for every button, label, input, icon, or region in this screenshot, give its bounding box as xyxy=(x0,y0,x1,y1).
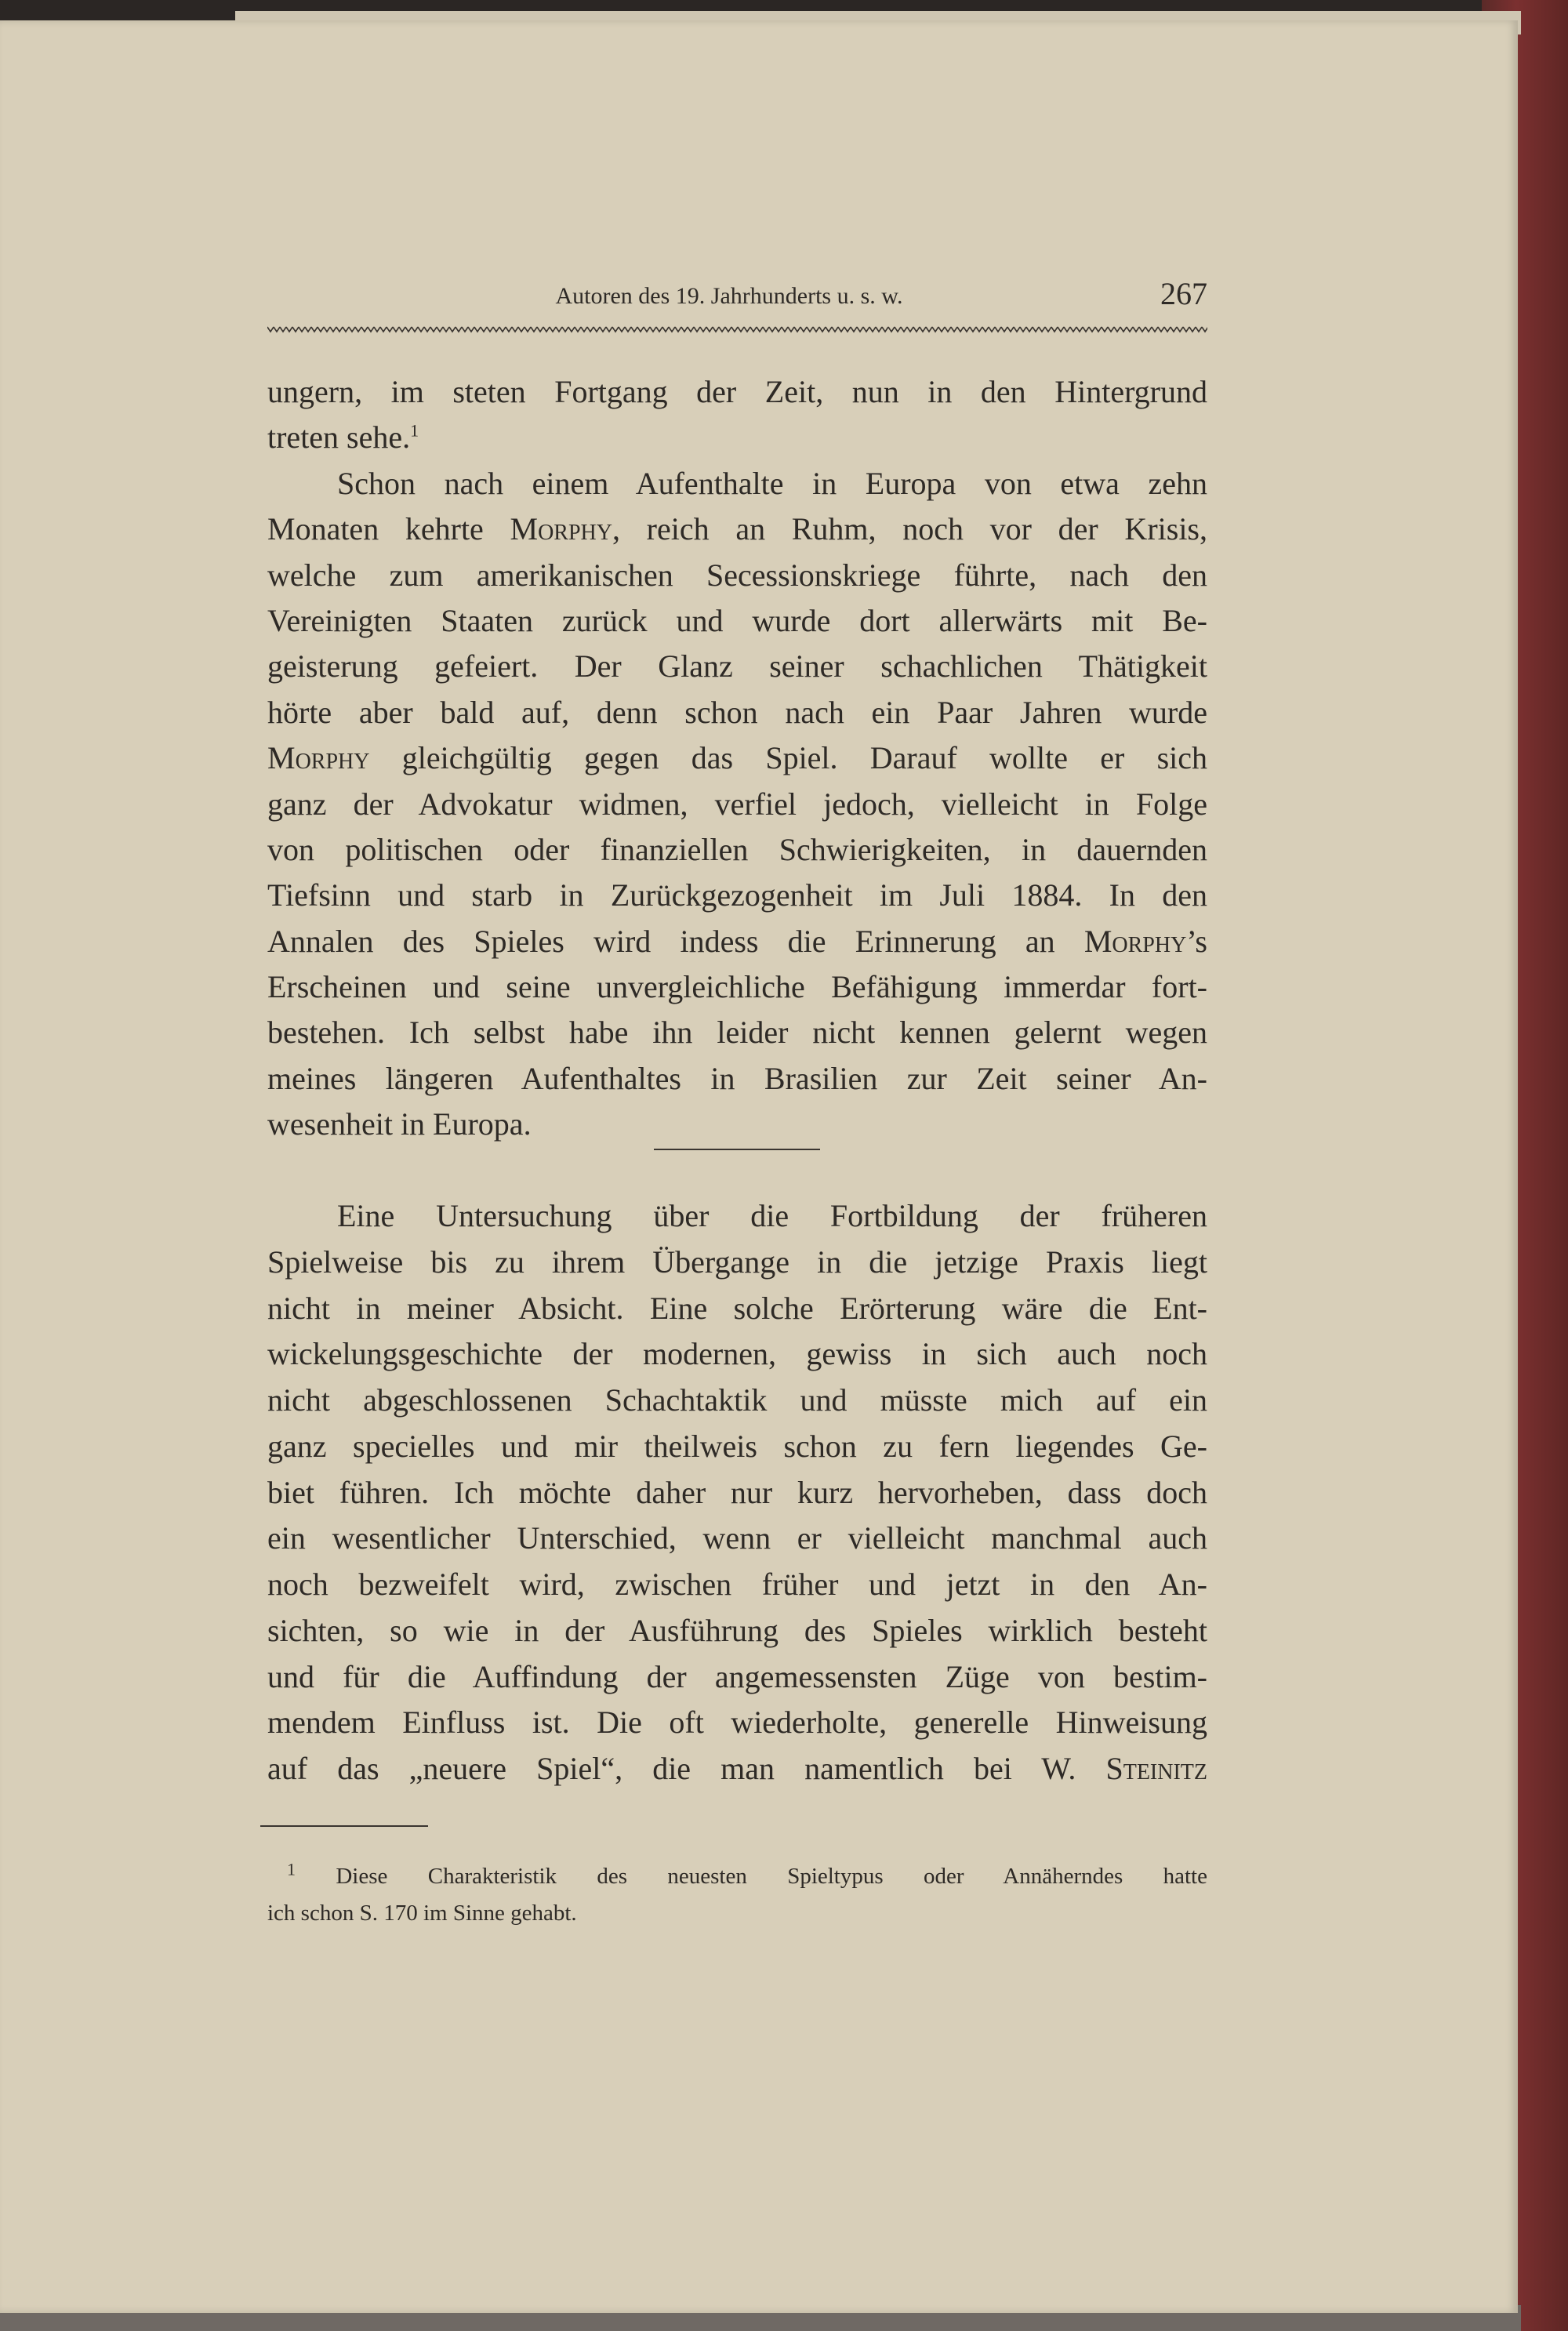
text-run: ein wesentlicher Unterschied, wenn er vielleicht manchmal auch xyxy=(267,1520,1207,1556)
text-line xyxy=(267,964,1207,1010)
section-divider xyxy=(654,1149,820,1150)
wavy-header-rule xyxy=(267,325,1207,334)
text-line xyxy=(267,553,1207,598)
text-run: noch bezweifelt wird, zwischen früher und jetzt in den An- xyxy=(267,1567,1207,1602)
text-line xyxy=(267,1700,1207,1745)
text-run: ganz specielles und mir theilweis schon zu fern liegendes Ge- xyxy=(267,1429,1207,1464)
page-number: 267 xyxy=(1160,276,1207,311)
text-run: Eine Untersuchung über die Fortbildung der früheren xyxy=(337,1198,1207,1233)
text-run: meines längeren Aufenthaltes in Brasilien zur Zeit seiner An- xyxy=(267,1061,1207,1096)
text-run: ich schon S. 170 im Sinne gehabt. xyxy=(267,1901,577,1926)
text-line xyxy=(267,1608,1207,1654)
text-line xyxy=(267,735,1207,781)
text-line xyxy=(267,919,1207,964)
text-run: ungern, im steten Fortgang der Zeit, nun in den Hintergrund xyxy=(267,374,1207,409)
footnote-divider xyxy=(260,1825,428,1827)
text-run: biet führen. Ich möchte daher nur kurz hervorheben, dass doch xyxy=(267,1475,1207,1510)
text-run: treten sehe. xyxy=(267,419,411,455)
text-run: Monaten kehrte xyxy=(267,511,510,546)
text-line xyxy=(267,1516,1207,1561)
text-line xyxy=(267,1010,1207,1055)
text-run: und für die Auffindung der angemessensten Züge von bestim- xyxy=(267,1659,1207,1694)
text-line xyxy=(267,827,1207,873)
small-caps-name: Morphy xyxy=(1083,924,1187,959)
text-run: gleichgültig gegen das Spiel. Darauf wollte er sich xyxy=(369,740,1207,775)
text-run: ganz der Advokatur widmen, verfiel jedoch, vielleicht in Folge xyxy=(267,786,1207,822)
text-run: Tiefsinn und starb in Zurückgezogenheit im Juli 1884. In den xyxy=(267,877,1207,913)
text-run: ’s xyxy=(1186,924,1207,959)
text-run: Erscheinen und seine unvergleichliche Befähigung immerdar fort- xyxy=(267,969,1207,1004)
footnote-marker: 1 xyxy=(287,1859,296,1879)
text-line xyxy=(267,1286,1207,1331)
text-line xyxy=(267,1056,1207,1102)
book-page xyxy=(0,20,1518,2313)
text-run: welche zum amerikanischen Secessionskriege führte, nach den xyxy=(267,557,1207,593)
text-line xyxy=(267,1102,1207,1147)
text-line xyxy=(267,369,1207,415)
text-run: mendem Einfluss ist. Die oft wiederholte, generelle Hinweisung xyxy=(267,1705,1207,1740)
text-run: nicht abgeschlossenen Schachtaktik und müsste mich auf ein xyxy=(267,1382,1207,1418)
small-caps-name: Steinitz xyxy=(1105,1751,1207,1786)
text-run: , reich an Ruhm, noch vor der Krisis, xyxy=(612,511,1208,546)
text-line xyxy=(267,1378,1207,1423)
text-line xyxy=(267,598,1207,644)
text-run: wickelungsgeschichte der modernen, gewiss in sich auch noch xyxy=(267,1336,1207,1371)
text-run: Spielweise bis zu ihrem Übergange in die jetzige Praxis liegt xyxy=(267,1244,1207,1280)
text-line xyxy=(337,461,1207,507)
text-line xyxy=(267,415,1207,460)
text-run: bestehen. Ich selbst habe ihn leider nicht kennen gelernt wegen xyxy=(267,1015,1207,1050)
text-line xyxy=(267,1470,1207,1516)
text-line xyxy=(267,1654,1207,1700)
text-run: wesenheit in Europa. xyxy=(267,1106,532,1142)
text-line xyxy=(267,1562,1207,1607)
text-line xyxy=(337,1193,1207,1239)
text-line xyxy=(267,1424,1207,1469)
text-run: Vereinigten Staaten zurück und wurde dort allerwärts mit Be- xyxy=(267,603,1207,638)
text-run: Diese Charakteristik des neuesten Spieltypus oder Annäherndes hatte xyxy=(296,1864,1207,1889)
text-run: auf das „neuere Spiel“, die man namentlich bei W. xyxy=(267,1751,1106,1786)
text-line xyxy=(267,507,1207,552)
text-run: Schon nach einem Aufenthalte in Europa von etwa zehn xyxy=(337,466,1207,501)
text-line xyxy=(267,782,1207,827)
footnote-line xyxy=(287,1859,1207,1893)
text-line xyxy=(267,644,1207,689)
text-line xyxy=(267,1746,1207,1792)
text-run: hörte aber bald auf, denn schon nach ein Paar Jahren wurde xyxy=(267,695,1207,730)
text-line xyxy=(267,1240,1207,1285)
text-line xyxy=(267,1331,1207,1377)
small-caps-name: Morphy xyxy=(510,511,612,546)
small-caps-name: Morphy xyxy=(267,740,370,775)
running-header: Autoren des 19. Jahrhunderts u. s. w. xyxy=(555,283,903,309)
text-run: von politischen oder finanziellen Schwierigkeiten, in dauernden xyxy=(267,832,1207,867)
text-run: geisterung gefeiert. Der Glanz seiner schachlichen Thätigkeit xyxy=(267,648,1207,684)
text-line xyxy=(267,873,1207,918)
footnote-marker: 1 xyxy=(410,420,419,441)
text-run: nicht in meiner Absicht. Eine solche Erörterung wäre die Ent- xyxy=(267,1291,1207,1326)
footnote-line xyxy=(267,1896,1207,1930)
text-run: sichten, so wie in der Ausführung des Spieles wirklich besteht xyxy=(267,1613,1207,1648)
text-run: Annalen des Spieles wird indess die Erinnerung an xyxy=(267,924,1084,959)
text-line xyxy=(267,690,1207,735)
